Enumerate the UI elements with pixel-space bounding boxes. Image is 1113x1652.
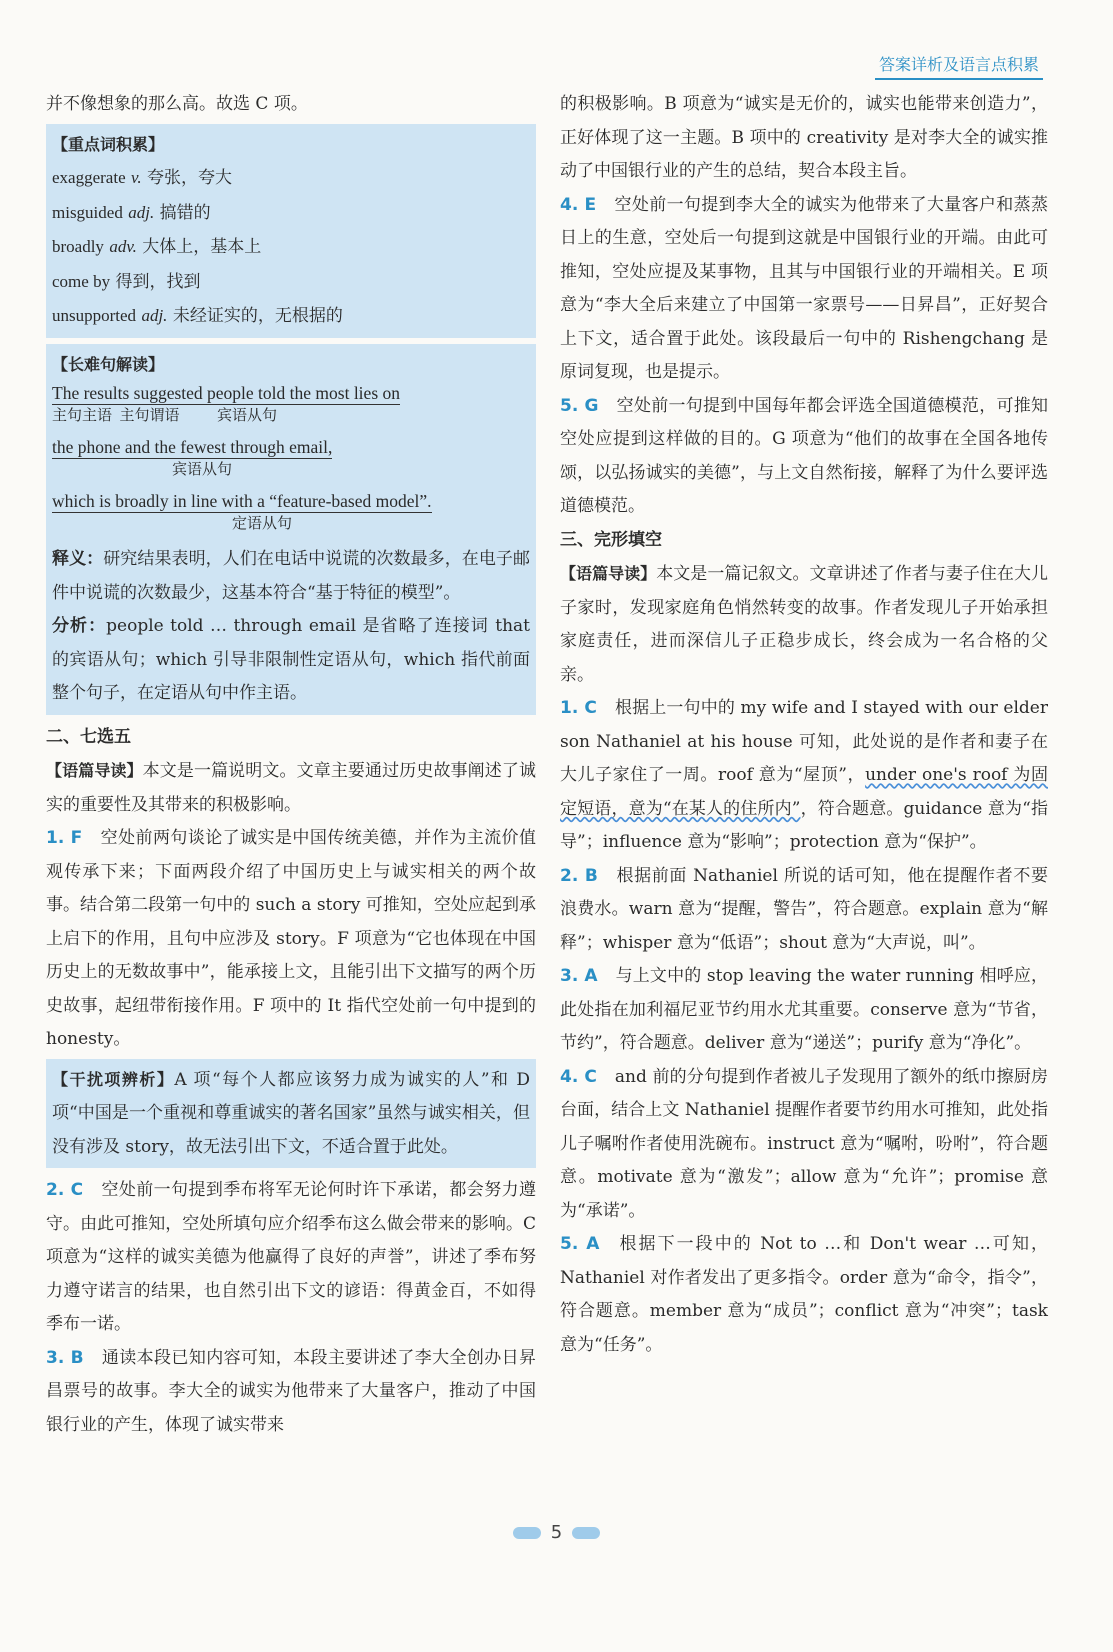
page-header-title: 答案详析及语言点积累 xyxy=(875,52,1043,80)
answer-number: 2. C xyxy=(46,1180,84,1200)
distractor-tag: 【干扰项辨析】 xyxy=(52,1069,175,1089)
long-sentence-tag: 【长难句解读】 xyxy=(52,354,165,374)
guide-tag: 【语篇导读】 xyxy=(46,761,143,780)
sentence-annotation: 宾语从句 xyxy=(172,462,233,478)
vocab-item: unsupported adj. 未经证实的，无根据的 xyxy=(52,306,343,326)
sentence-line: the phone and the fewest through email, xyxy=(52,437,333,457)
answer-text: 空处前一句提到季布将军无论何时许下承诺，都会努力遵守。由此可推知，空处所填句应介绍季布这么做会带来的影响。C 项意为“这样的诚实美德为他赢得了良好的声誉”，讲述了季布努力遵守诺言的结果，也自然引出下文的谚语：得黄金百，不如得季布一诺。 xyxy=(46,1180,536,1334)
right-column xyxy=(560,88,1048,1362)
answer-text: ，符合题意。guidance 意为“指导”；influence 意为“影响”；protection 意为“保护”。 xyxy=(560,798,1048,852)
vocab-tag: 【重点词积累】 xyxy=(52,134,165,154)
answer-text: 空处前一句提到中国每年都会评选全国道德模范，可推知空处应提到这样做的目的。G 项意为“他们的故事在全国各地传颂，以弘扬诚实的美德”，与上文自然衔接，解释了为什么要评选道德模范。 xyxy=(560,395,1048,516)
sentence-line: The results suggested people told the most lies on xyxy=(52,383,401,403)
section-title: 三、完形填空 xyxy=(560,529,662,550)
paragraph: 的积极影响。B 项意为“诚实是无价的，诚实也能带来创造力”，正好体现了这一主题。B 项中的 creativity 是对李大全的诚实推动了中国银行业的产生的总结，契合本段主旨。 xyxy=(560,94,1048,181)
answer-text: 空处前一句提到李大全的诚实为他带来了大量客户和蒸蒸日上的生意，空处后一句提到这就是中国银行业的开端。由此可推知，空处应提及某事物，且其与中国银行业的开端相关。E 项意为“李大全后来建立了中国第一家票号——日昇昌”，正好契合上下文，适合置于此处。该段最后一句中的 Rishengchang 是原词复现，也是提示。 xyxy=(560,194,1048,382)
page-number xyxy=(0,1522,1113,1543)
answer-number: 1. C xyxy=(560,698,597,718)
fenxi-label: 分析： xyxy=(52,616,107,636)
sentence-line: which is broadly in line with a “feature-based model”. xyxy=(52,491,432,511)
sentence-annotation: 定语从句 xyxy=(232,516,293,532)
paragraph: 并不像想象的那么高。故选 C 项。 xyxy=(46,94,308,114)
sentence-analysis xyxy=(52,381,530,535)
shiyi-label: 释义： xyxy=(52,549,104,569)
guide-tag: 【语篇导读】 xyxy=(560,564,657,583)
guide-text: 本文是一篇记叙文。文章讲述了作者与妻子住在大儿子家时，发现家庭角色悄然转变的故事。作者发现儿子开始承担家庭责任，进而深信儿子正稳步成长，终会成为一名合格的父亲。 xyxy=(560,564,1048,685)
answer-text: 通读本段已知内容可知，本段主要讲述了李大全创办日昇昌票号的故事。李大全的诚实为他带来了大量客户，推动了中国银行业的产生，体现了诚实带来 xyxy=(46,1347,536,1435)
sentence-annotation: 主句主语 主句谓语 宾语从句 xyxy=(52,408,278,424)
vocab-item: misguided adj. 搞错的 xyxy=(52,202,211,223)
answer-text: 空处前两句谈论了诚实是中国传统美德，并作为主流价值观传承下来；下面两段介绍了中国历史上与诚实相关的两个故事。结合第二段第一句中的 such a story 可推知，空处应起到承上启下的作用，且句中应涉及 story。F 项意为“它也体现在中国历史上的无数故事中”，能承接上文，且能引出下文描写的两个历史故事，起纽带衔接作用。F 项中的 It 指代空处前一句中提到的 honesty。 xyxy=(46,828,536,1049)
vocab-item: come by 得到，找到 xyxy=(52,271,201,292)
answer-number: 2. B xyxy=(560,865,598,886)
page-number-decoration xyxy=(513,1527,541,1539)
answer-number: 4. C xyxy=(560,1066,597,1087)
page-number-text: 5 xyxy=(550,1522,563,1543)
answer-number: 1. F xyxy=(46,828,83,848)
shiyi-text: 研究结果表明，人们在电话中说谎的次数最多，在电子邮件中说谎的次数最少，这基本符合“基于特征的模型”。 xyxy=(52,549,531,603)
vocab-box xyxy=(46,124,536,338)
vocab-item: exaggerate v. 夸张，夸大 xyxy=(52,168,232,188)
answer-text-highlight: under one's roof 为固定短语，意为“在某人的住所内” xyxy=(560,765,1048,819)
distractor-text: A 项“每个人都应该努力成为诚实的人”和 D 项“中国是一个重视和尊重诚实的著名国家”虽然与诚实相关，但没有涉及 story，故无法引出下文，不适合置于此处。 xyxy=(52,1069,530,1157)
answer-text: and 前的分句提到作者被儿子发现用了额外的纸巾擦厨房台面，结合上文 Nathaniel 提醒作者要节约用水可推知，此处指儿子嘱咐作者使用洗碗布。instruct 意为“嘱咐，吩咐”，符合题意。motivate 意为“激发”；allow 意为“允许”；promise 意为“承诺”。 xyxy=(560,1066,1048,1221)
left-column xyxy=(46,88,536,1442)
answer-number: 5. A xyxy=(560,1234,600,1254)
answer-text: 根据下一段中的 Not to …和 Don't wear …可知，Nathaniel 对作者发出了更多指令。order 意为“命令，指令”，符合题意。member 意为“成员”；conflict 意为“冲突”；task 意为“任务”。 xyxy=(560,1234,1048,1355)
distractor-box xyxy=(46,1059,536,1169)
answer-number: 3. B xyxy=(46,1347,84,1368)
vocab-item: broadly adv. 大体上，基本上 xyxy=(52,237,262,257)
section-title: 二、七选五 xyxy=(46,726,131,747)
long-sentence-box xyxy=(46,344,536,715)
answer-text: 根据上一句中的 my wife and I stayed with our elder son Nathaniel at his house 可知，此处说的是作者和妻子在大儿子家住了一周。roof 意为“屋顶”， xyxy=(560,698,1048,785)
guide-text: 本文是一篇说明文。文章主要通过历史故事阐述了诚实的重要性及其带来的积极影响。 xyxy=(46,761,536,815)
answer-text: 与上文中的 stop leaving the water running 相呼应，此处指在加利福尼亚节约用水尤其重要。conserve 意为“节省，节约”，符合题意。deliver 意为“递送”；purify 意为“净化”。 xyxy=(560,966,1048,1053)
answer-number: 5. G xyxy=(560,395,599,416)
answer-number: 4. E xyxy=(560,194,597,215)
answer-number: 3. A xyxy=(560,966,598,986)
answer-text: 根据前面 Nathaniel 所说的话可知，他在提醒作者不要浪费水。warn 意为“提醒，警告”，符合题意。explain 意为“解释”；whisper 意为“低语”；shout 意为“大声说，叫”。 xyxy=(560,865,1048,953)
page-number-decoration xyxy=(572,1527,600,1539)
fenxi-text: people told … through email 是省略了连接词 that 的宾语从句；which 引导非限制性定语从句，which 指代前面整个句子，在定语从句中作主语。 xyxy=(52,616,531,703)
